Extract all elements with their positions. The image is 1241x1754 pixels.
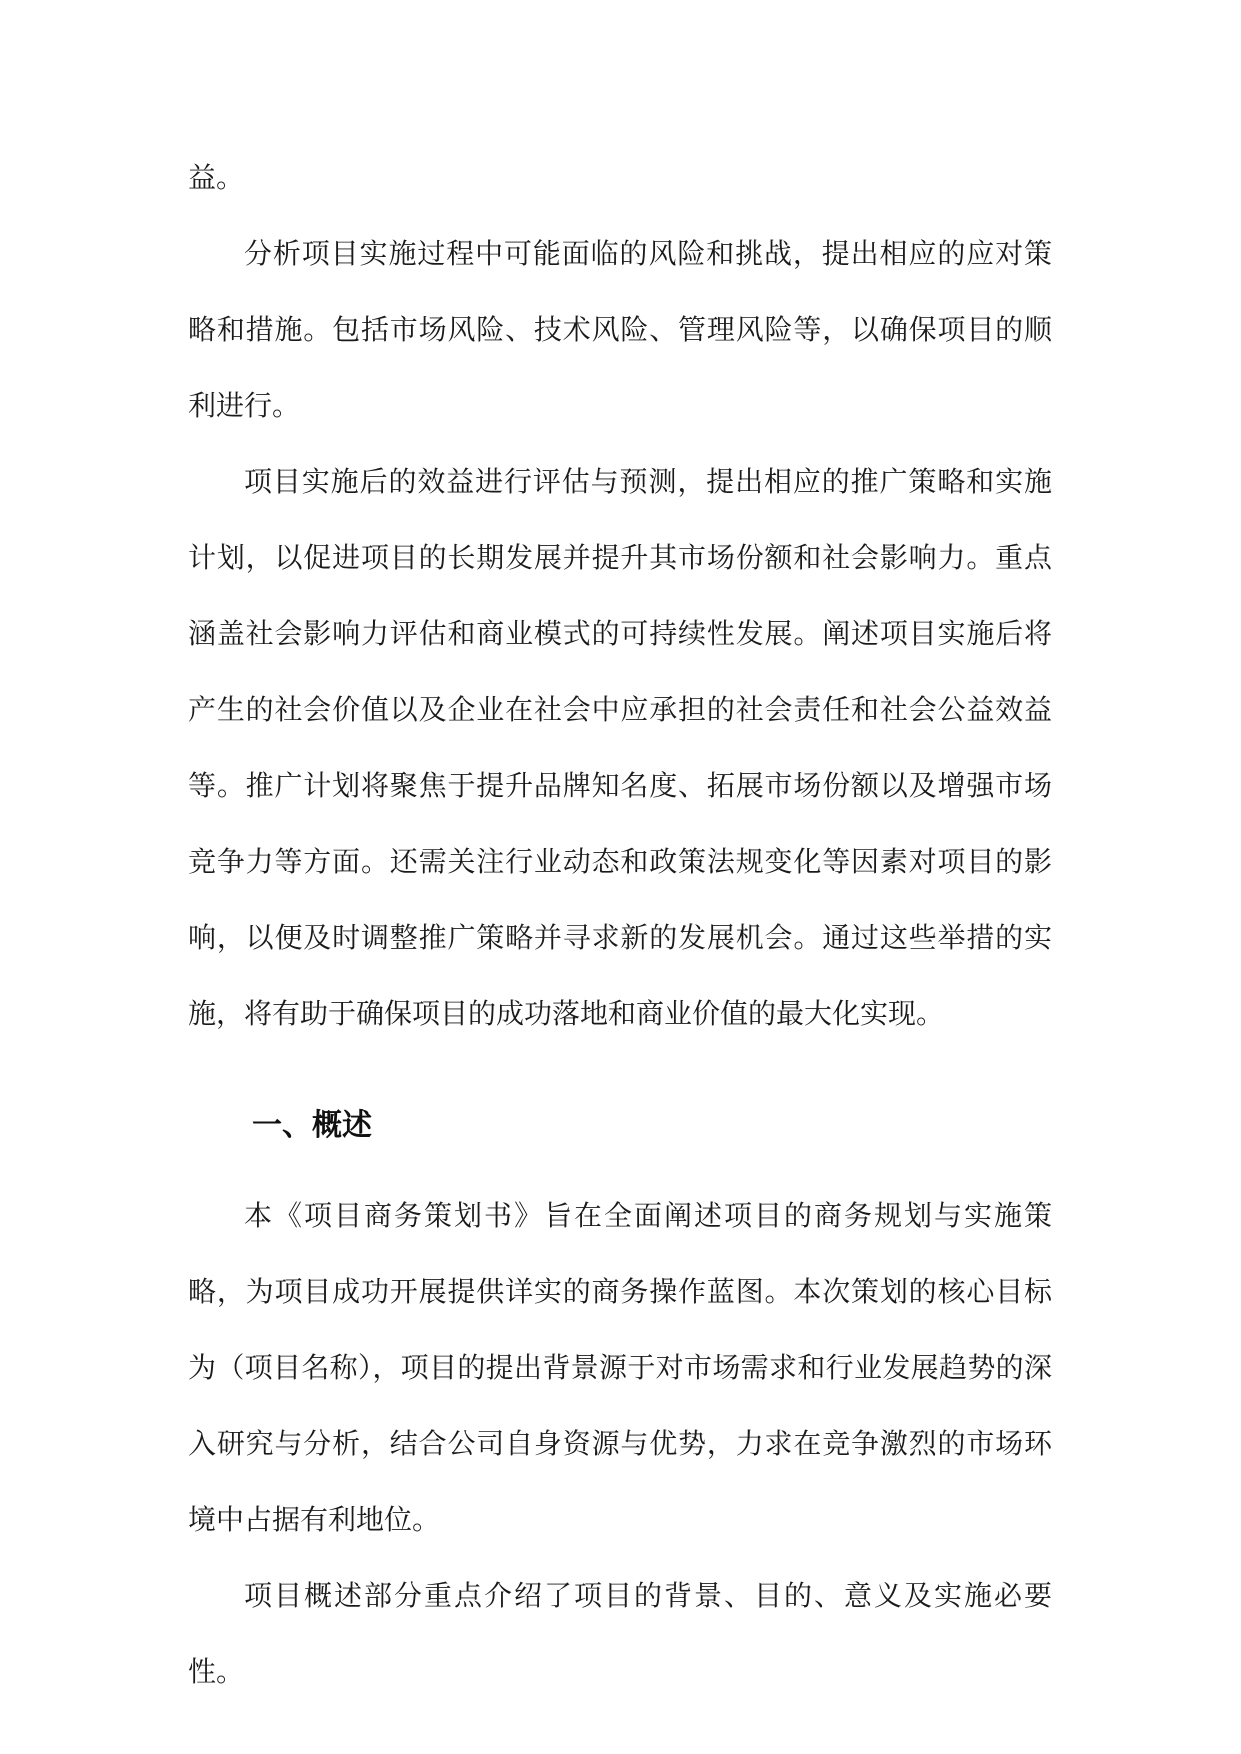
section-heading-overview: 一、概述 (252, 1108, 372, 1143)
paragraph-benefit-evaluation: 项目实施后的效益进行评估与预测，提出相应的推广策略和实施计划，以促进项目的长期发展并提升其市场份额和社会影响力。重点涵盖社会影响力评估和商业模式的可持续性发展。阐述项目实施后将产生的社会价值以及企业在社会中应承担的社会责任和社会公益效益等。推广计划将聚焦于提升品牌知名度、拓展市场份额以及增强市场竞争力等方面。还需关注行业动态和政策法规变化等因素对项目的影响，以便及时调整推广策略并寻求新的发展机会。通过这些举措的实施，将有助于确保项目的成功落地和商业价值的最大化实现。 (188, 465, 1052, 1030)
paragraph-risk-analysis: 分析项目实施过程中可能面临的风险和挑战，提出相应的应对策略和措施。包括市场风险、技术风险、管理风险等，以确保项目的顺利进行。 (188, 237, 1052, 422)
paragraph-continuation: 益。 (188, 161, 245, 194)
paragraph-overview-summary: 项目概述部分重点介绍了项目的背景、目的、意义及实施必要性。 (188, 1579, 1052, 1688)
paragraph-overview-intro: 本《项目商务策划书》旨在全面阐述项目的商务规划与实施策略，为项目成功开展提供详实的商务操作蓝图。本次策划的核心目标为（项目名称），项目的提出背景源于对市场需求和行业发展趋势的深入研究与分析，结合公司自身资源与优势，力求在竞争激烈的市场环境中占据有利地位。 (188, 1199, 1052, 1536)
document-body (188, 140, 1052, 1710)
